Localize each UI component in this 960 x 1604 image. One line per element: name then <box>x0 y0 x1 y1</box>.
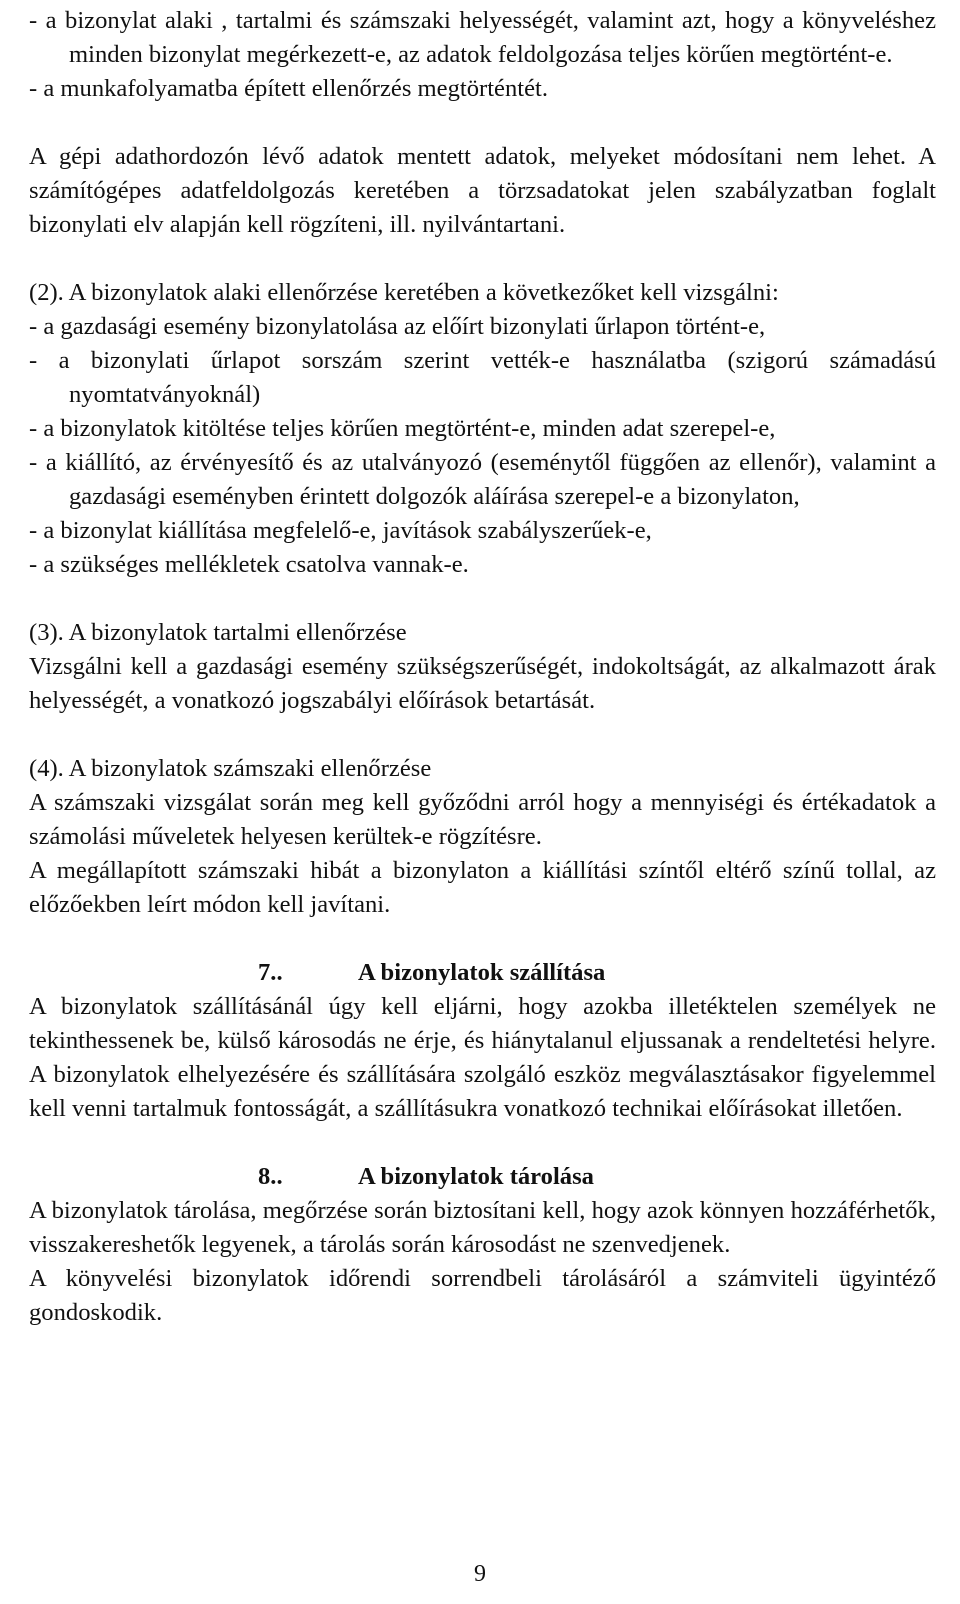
spacer <box>29 922 936 956</box>
paragraph: A számszaki vizsgálat során meg kell győződni arról hogy a mennyiségi és értékadatok a számolási műveletek helyesen kerültek-e rögzítésre. <box>29 789 936 850</box>
subsection-title: (3). A bizonylatok tartalmi ellenőrzése <box>29 619 407 646</box>
text-line: - a bizonylat alaki , tartalmi és számszaki helyességét, valamint azt, hogy a könyveléshez minden bizonylat megérkezett-e, az adatok feldolgozása teljes körűen megtörtént-e. <box>29 7 936 68</box>
page-number: 9 <box>474 1561 486 1587</box>
list-item: - a gazdasági esemény bizonylatolása az előírt bizonylati űrlapon történt-e, <box>29 313 766 340</box>
paragraph: A bizonylatok tárolása, megőrzése során biztosítani kell, hogy azok könnyen hozzáférhetők, visszakereshetők legyenek, a tárolás során károsodást ne szenvedjenek. <box>29 1197 936 1258</box>
spacer <box>29 242 936 276</box>
section-heading-8 <box>29 1160 936 1194</box>
spacer <box>29 1126 936 1160</box>
section-heading-7 <box>29 956 936 990</box>
list-item: - a bizonylati űrlapot sorszám szerint vették-e használatba (szigorú számadású nyomtatványoknál) <box>29 347 936 408</box>
spacer <box>29 582 936 616</box>
spacer <box>29 718 936 752</box>
section-number: 8.. <box>258 1163 283 1190</box>
paragraph: Vizsgálni kell a gazdasági esemény szükségszerűségét, indokoltságát, az alkalmazott árak helyességét, a vonatkozó jogszabályi előírások betartását. <box>29 653 936 714</box>
paragraph: A bizonylatok szállításánál úgy kell eljárni, hogy azokba illetéktelen személyek ne tekinthessenek be, külső károsodás ne érje, és hiánytalanul eljussanak a rendeltetési helyre. A bizonylatok elhelyezésére és szállítására szolgáló eszköz megválasztásakor figyelemmel kell venni tartalmuk fontosságát, a szállításukra vonatkozó technikai előírásokat illetően. <box>29 993 936 1122</box>
list-item: - a szükséges mellékletek csatolva vannak-e. <box>29 551 469 578</box>
section-number: 7.. <box>258 959 283 986</box>
list-item: - a bizonylat kiállítása megfelelő-e, javítások szabályszerűek-e, <box>29 517 652 544</box>
paragraph: A könyvelési bizonylatok időrendi sorrendbeli tárolásáról a számviteli ügyintéző gondoskodik. <box>29 1265 936 1326</box>
section-title: A bizonylatok szállítása <box>358 959 606 986</box>
list-item: - a kiállító, az érvényesítő és az utalványozó (eseménytől függően az ellenőr), valamint a gazdasági eseményben érintett dolgozók aláírása szerepel-e a bizonylaton, <box>29 449 936 510</box>
paragraph: A gépi adathordozón lévő adatok mentett adatok, melyeket módosítani nem lehet. A számítógépes adatfeldolgozás keretében a törzsadatokat jelen szabályzatban foglalt bizonylati elv alapján kell rögzíteni, ill. nyilvántartani. <box>29 143 936 238</box>
text-line: - a munkafolyamatba épített ellenőrzés megtörténtét. <box>29 75 548 102</box>
list-item: - a bizonylatok kitöltése teljes körűen megtörtént-e, minden adat szerepel-e, <box>29 415 776 442</box>
section-title: A bizonylatok tárolása <box>358 1163 594 1190</box>
subsection-title: (4). A bizonylatok számszaki ellenőrzése <box>29 755 432 782</box>
section-intro: (2). A bizonylatok alaki ellenőrzése keretében a következőket kell vizsgálni: <box>29 279 779 306</box>
paragraph: A megállapított számszaki hibát a bizonylaton a kiállítási színtől eltérő színű tollal, az előzőekben leírt módon kell javítani. <box>29 857 936 918</box>
spacer <box>29 106 936 140</box>
